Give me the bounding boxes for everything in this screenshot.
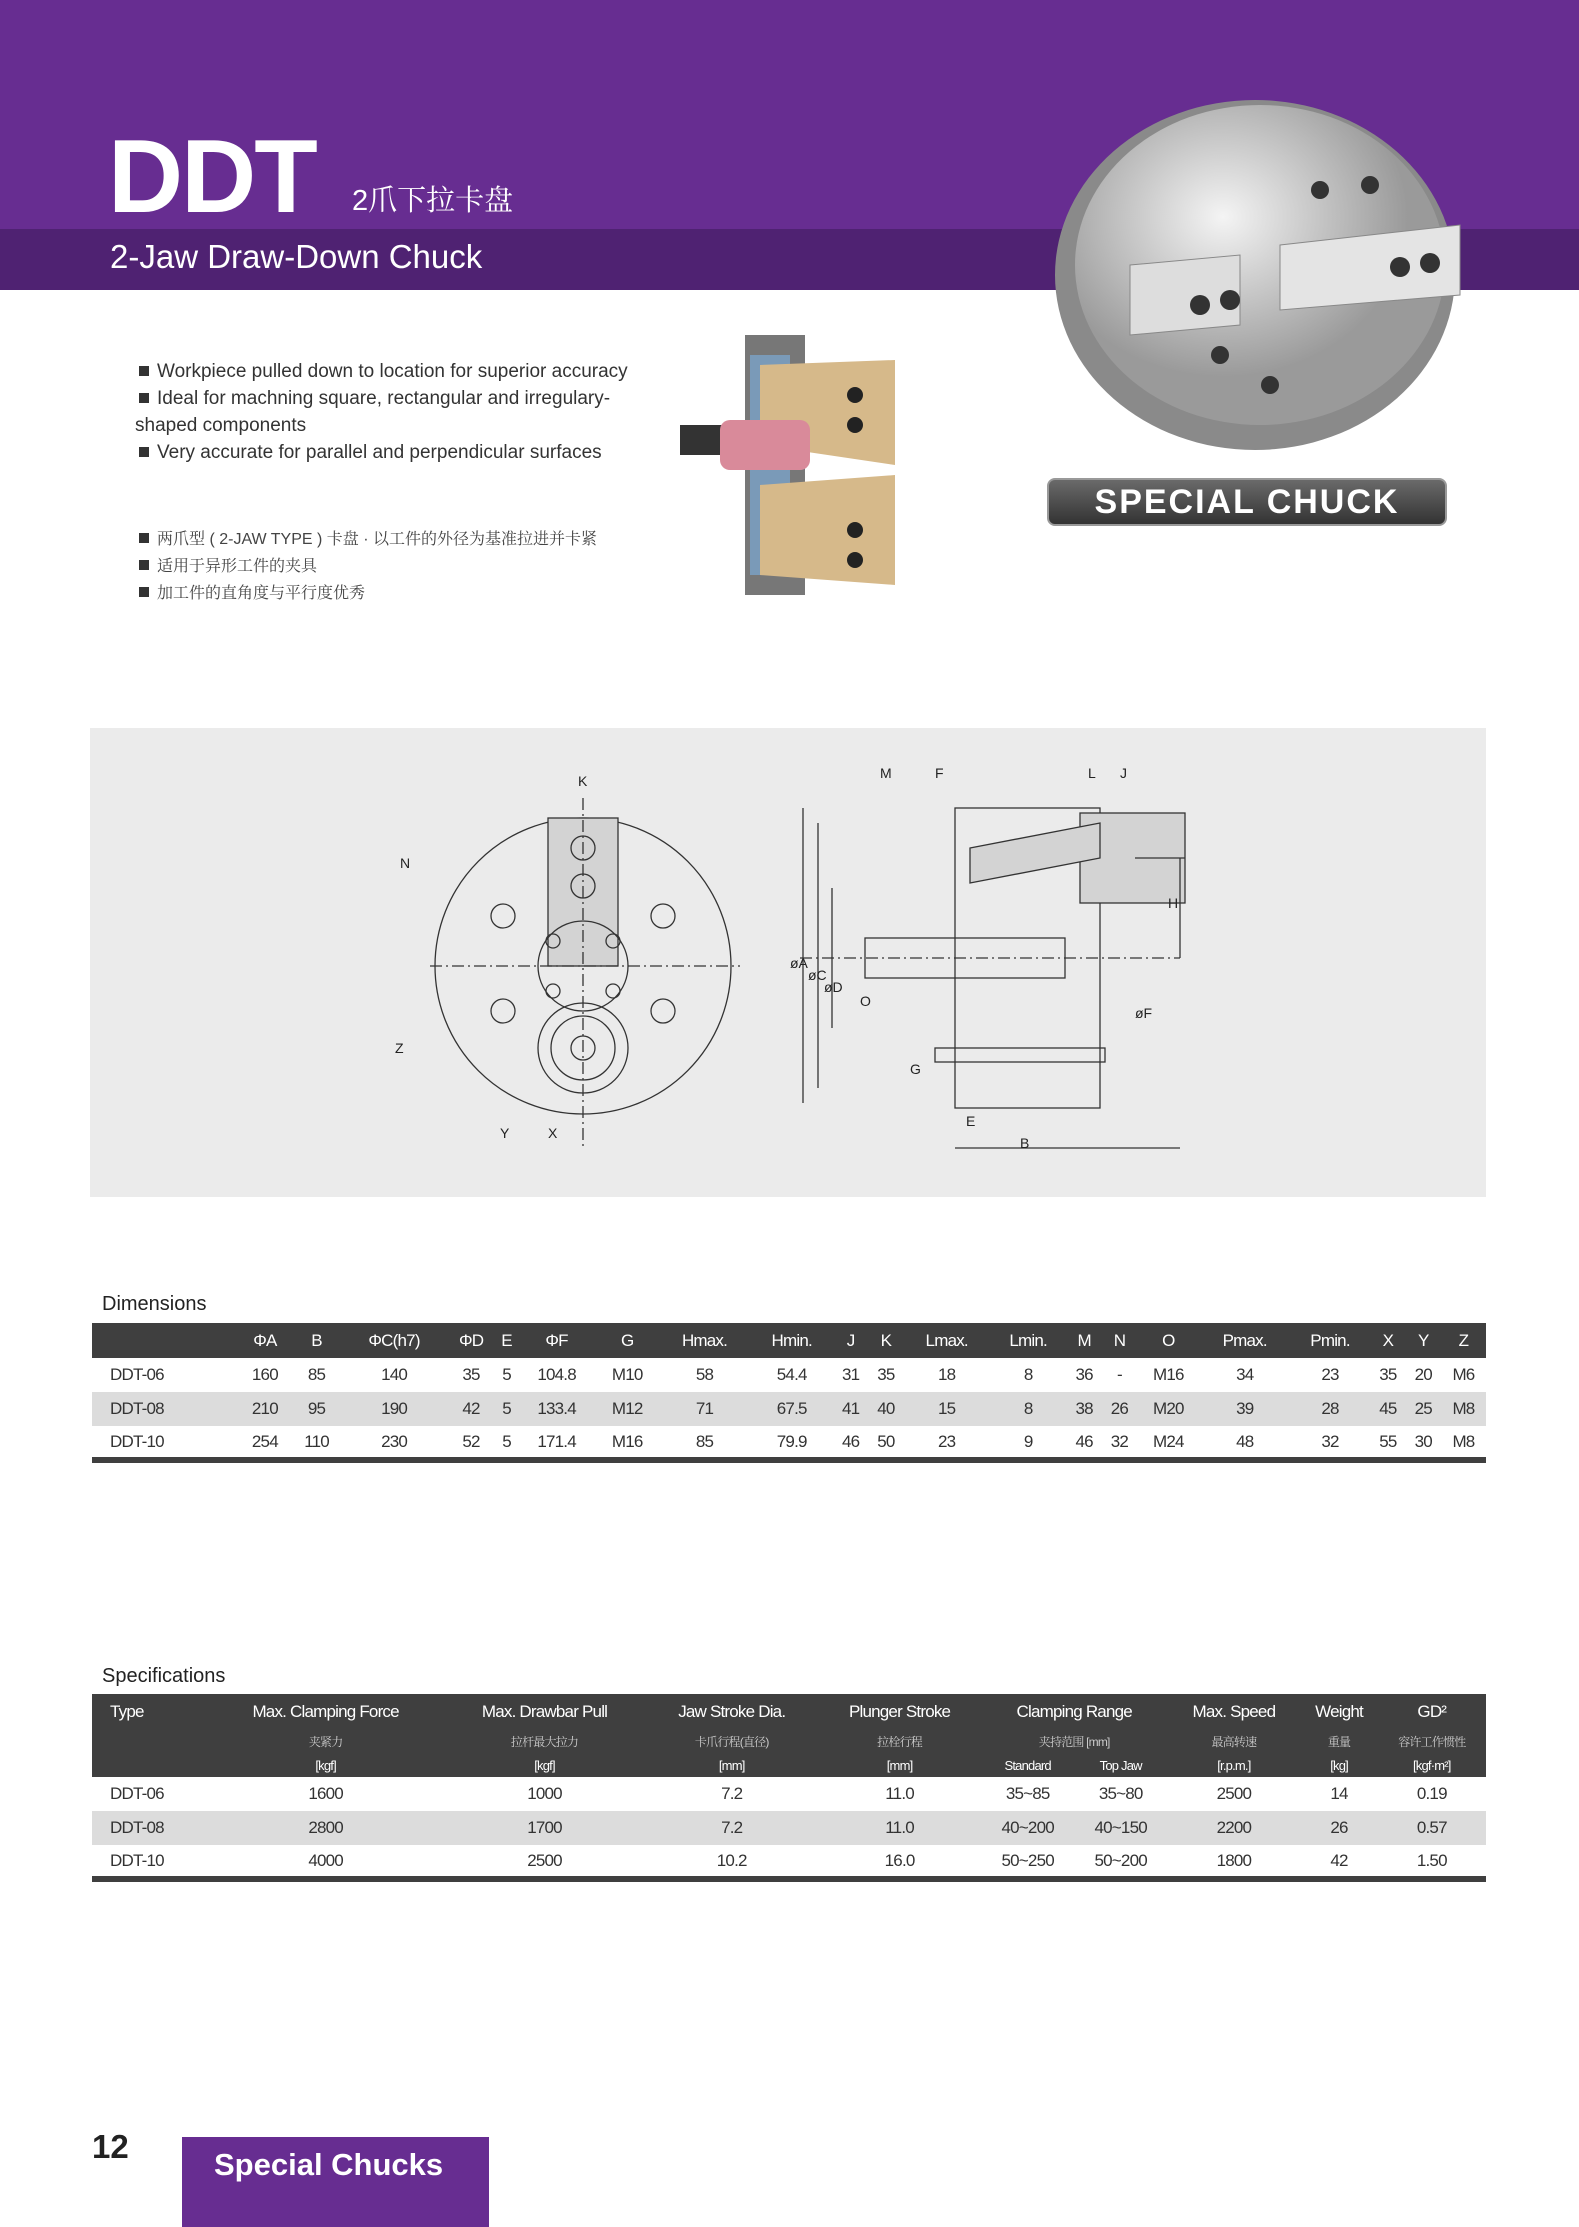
column-header: N <box>1102 1323 1137 1358</box>
empty-header <box>92 1729 208 1753</box>
column-header: Z <box>1441 1323 1486 1358</box>
table-cell: 230 <box>381 1431 408 1451</box>
dim-label-phi-f: øF <box>1135 1005 1153 1021</box>
table-cell: DDT-06 <box>110 1365 164 1384</box>
column-header-cn: 重量 <box>1301 1729 1378 1753</box>
column-header: Max. Clamping Force <box>208 1694 444 1729</box>
table-cell: 110 <box>304 1431 329 1451</box>
table-row <box>92 1811 1486 1845</box>
dim-label-m: M <box>880 765 892 781</box>
table-cell: 55 <box>1379 1431 1397 1451</box>
table-cell: DDT-06 <box>110 1784 164 1803</box>
table-cell: 54.4 <box>776 1365 807 1384</box>
table-cell: 35 <box>1379 1365 1397 1384</box>
feature-text-cn: 适用于异形工件的夹具 <box>157 558 318 575</box>
table-cell: 50 <box>877 1431 895 1451</box>
table-cell: 14 <box>1330 1784 1348 1803</box>
dim-label-n: N <box>400 855 411 871</box>
unit-header: Top Jaw <box>1074 1753 1167 1777</box>
table-cell: 7.2 <box>645 1811 818 1845</box>
dim-label-a: øA <box>790 955 808 971</box>
table-cell: 7.2 <box>721 1784 743 1803</box>
table-cell: 26 <box>1102 1392 1137 1426</box>
column-header: Max. Speed <box>1167 1694 1300 1729</box>
column-header: ΦA <box>238 1323 291 1358</box>
table-cell: 31 <box>841 1365 860 1384</box>
table-cell: 1.50 <box>1416 1850 1447 1870</box>
column-header-cn: 夹紧力 <box>208 1729 444 1753</box>
table-cell: 71 <box>658 1392 750 1426</box>
column-header: Max. Drawbar Pull <box>444 1694 646 1729</box>
table-cell: DDT-10 <box>110 1431 164 1451</box>
bullet-icon <box>139 560 149 570</box>
unit-header: [r.p.m.] <box>1167 1753 1300 1777</box>
table-cell: 1800 <box>1216 1850 1252 1870</box>
table-cell: 41 <box>833 1392 868 1426</box>
column-header: Weight <box>1301 1694 1378 1729</box>
feature-item <box>135 385 655 439</box>
table-cell: 11.0 <box>818 1811 981 1845</box>
specifications-label: Specifications <box>102 1665 226 1687</box>
column-header-cn: 容许工作惯性 <box>1378 1729 1486 1753</box>
table-cell: 23 <box>938 1431 956 1451</box>
bullet-icon <box>139 366 149 376</box>
table-cell: DDT-10 <box>110 1850 164 1870</box>
table-cell: M12 <box>596 1392 659 1426</box>
column-header: ΦF <box>517 1323 596 1358</box>
product-subtitle: 2-Jaw Draw-Down Chuck <box>110 238 483 275</box>
table-cell: 35~80 <box>1098 1784 1143 1803</box>
table-cell: 95 <box>291 1392 341 1426</box>
table-cell: 67.5 <box>751 1392 833 1426</box>
table-cell: 46 <box>841 1431 860 1451</box>
column-header: Jaw Stroke Dia. <box>645 1694 818 1729</box>
table-row <box>92 1392 1486 1426</box>
table-cell: M16 <box>611 1431 643 1451</box>
dim-label-k: K <box>578 773 588 789</box>
table-row <box>92 1845 1486 1879</box>
dim-label-f: F <box>935 765 944 781</box>
dim-label-h: H <box>1168 895 1179 911</box>
unit-header: [mm] <box>818 1753 981 1777</box>
table-cell: 35 <box>877 1365 895 1384</box>
column-header-cn: 拉杆最大拉力 <box>444 1729 646 1753</box>
table-cell: 1600 <box>308 1784 343 1803</box>
feature-item <box>135 358 655 385</box>
table-cell: 210 <box>238 1392 291 1426</box>
table-cell: 2500 <box>527 1850 562 1870</box>
table-cell: 20 <box>1414 1365 1432 1384</box>
table-cell: 1700 <box>444 1811 646 1845</box>
unit-header: [kg] <box>1301 1753 1378 1777</box>
table-cell: 85 <box>307 1365 326 1384</box>
product-title: DDT <box>108 119 316 235</box>
table-cell: M24 <box>1153 1431 1184 1451</box>
table-row <box>92 1426 1486 1460</box>
table-cell: 104.8 <box>537 1365 576 1384</box>
column-header: Lmin. <box>990 1323 1067 1358</box>
table-cell: 4000 <box>308 1850 343 1870</box>
column-header-cn: 夹持范围 [mm] <box>981 1729 1167 1753</box>
table-cell: 2800 <box>208 1811 444 1845</box>
bullet-icon <box>139 393 149 403</box>
table-cell: 25 <box>1406 1392 1441 1426</box>
table-cell: 32 <box>1321 1431 1339 1451</box>
table-cell: 171.4 <box>537 1431 576 1451</box>
table-cell: 45 <box>1370 1392 1405 1426</box>
feature-text-cn: 加工件的直角度与平行度优秀 <box>157 585 366 602</box>
table-cell: 40~200 <box>981 1811 1074 1845</box>
table-cell: M6 <box>1452 1365 1475 1384</box>
table-cell: 160 <box>251 1365 278 1384</box>
bullet-icon <box>139 587 149 597</box>
table-cell: 52 <box>462 1431 480 1451</box>
table-cell: M8 <box>1452 1431 1475 1451</box>
table-cell: 32 <box>1110 1431 1129 1451</box>
dimensions-table <box>92 1323 1486 1463</box>
table-cell: 36 <box>1075 1365 1093 1384</box>
dim-label-o: O <box>860 993 871 1009</box>
feature-list <box>135 358 655 607</box>
table-row <box>92 1358 1486 1392</box>
product-title-cn: 2爪下拉卡盘 <box>352 185 514 217</box>
table-cell: 5 <box>502 1431 511 1451</box>
dim-label-g: G <box>910 1061 921 1077</box>
bullet-icon <box>139 533 149 543</box>
table-cell: 48 <box>1236 1431 1254 1451</box>
column-header-cn: 最高转速 <box>1167 1729 1300 1753</box>
unit-header: [mm] <box>645 1753 818 1777</box>
dim-label-l: L <box>1088 765 1096 781</box>
table-cell: 38 <box>1066 1392 1101 1426</box>
table-cell: 9 <box>1023 1431 1033 1451</box>
column-header: Plunger Stroke <box>818 1694 981 1729</box>
column-header: Type <box>92 1694 208 1729</box>
feature-text-cn: 两爪型 ( 2-JAW TYPE ) 卡盘 · 以工件的外径为基准拉进并卡紧 <box>157 531 598 548</box>
table-cell: 0.19 <box>1416 1784 1447 1803</box>
table-cell: 11.0 <box>885 1784 914 1803</box>
column-header: ΦD <box>446 1323 495 1358</box>
table-cell: 18 <box>938 1365 956 1384</box>
column-header-cn: 拉栓行程 <box>818 1729 981 1753</box>
column-header: ΦC(h7) <box>342 1323 447 1358</box>
table-cell: 140 <box>381 1365 408 1384</box>
column-header <box>92 1323 238 1358</box>
column-header: J <box>833 1323 868 1358</box>
column-header: Y <box>1406 1323 1441 1358</box>
special-chuck-badge: SPECIAL CHUCK <box>1047 478 1447 526</box>
table-cell: DDT-08 <box>92 1392 238 1426</box>
dimensions-label: Dimensions <box>102 1293 207 1315</box>
table-cell: 23 <box>1321 1365 1339 1384</box>
table-cell: M8 <box>1441 1392 1486 1426</box>
chuck-photo <box>1040 95 1470 465</box>
table-cell: 79.9 <box>776 1431 807 1451</box>
column-header: E <box>496 1323 518 1358</box>
table-cell: 26 <box>1301 1811 1378 1845</box>
feature-text: Very accurate for parallel and perpendicular surfaces <box>157 442 602 463</box>
table-cell: 42 <box>1330 1850 1348 1870</box>
table-cell: M16 <box>1153 1365 1184 1384</box>
table-cell: 50~200 <box>1094 1850 1147 1870</box>
feature-text: Workpiece pulled down to location for superior accuracy <box>157 361 628 382</box>
table-cell: 35 <box>462 1365 480 1384</box>
bullet-icon <box>139 447 149 457</box>
technical-drawing <box>90 728 1486 1197</box>
table-cell: 2200 <box>1167 1811 1300 1845</box>
section-footer: Special Chucks <box>182 2137 489 2227</box>
page-number: 12 <box>92 2128 129 2165</box>
feature-text: Ideal for machning square, rectangular and irregulary-shaped components <box>135 388 611 436</box>
table-cell: 8 <box>990 1392 1067 1426</box>
table-cell: M20 <box>1137 1392 1200 1426</box>
table-cell: 40 <box>868 1392 903 1426</box>
empty-header <box>92 1753 208 1777</box>
column-header: B <box>291 1323 341 1358</box>
cutaway-illustration <box>680 335 910 600</box>
column-header: Pmin. <box>1290 1323 1371 1358</box>
table-cell: 30 <box>1414 1431 1432 1451</box>
dim-label-y: Y <box>500 1125 510 1141</box>
table-cell: DDT-08 <box>92 1811 208 1845</box>
table-cell: 133.4 <box>517 1392 596 1426</box>
table-cell: 50~250 <box>1001 1850 1054 1870</box>
table-cell: 16.0 <box>884 1850 915 1870</box>
unit-header: [kgf] <box>208 1753 444 1777</box>
table-cell: 46 <box>1075 1431 1093 1451</box>
dim-label-z: Z <box>395 1040 404 1056</box>
column-header: X <box>1370 1323 1405 1358</box>
table-cell: 28 <box>1290 1392 1371 1426</box>
table-row <box>92 1777 1486 1811</box>
specifications-table <box>92 1694 1486 1882</box>
table-cell: 190 <box>342 1392 447 1426</box>
table-cell: 39 <box>1200 1392 1290 1426</box>
dim-label-x: X <box>548 1125 558 1141</box>
column-header: Lmax. <box>904 1323 990 1358</box>
column-header: Clamping Range <box>981 1694 1167 1729</box>
column-header: Pmax. <box>1200 1323 1290 1358</box>
feature-list-cn <box>135 526 655 607</box>
table-cell: 254 <box>251 1431 278 1451</box>
table-cell: 8 <box>1023 1365 1033 1384</box>
column-header: GD² <box>1378 1694 1486 1729</box>
column-header: O <box>1137 1323 1200 1358</box>
column-header-cn: 卡爪行程(直径) <box>645 1729 818 1753</box>
unit-header: [kgf] <box>444 1753 646 1777</box>
table-cell: 5 <box>496 1392 518 1426</box>
column-header: K <box>868 1323 903 1358</box>
table-cell: 85 <box>695 1431 714 1451</box>
table-cell: 42 <box>446 1392 495 1426</box>
column-header: Hmin. <box>751 1323 833 1358</box>
dim-label-j: J <box>1120 765 1127 781</box>
dim-label-e: E <box>966 1113 976 1129</box>
table-cell: 40~150 <box>1074 1811 1167 1845</box>
column-header: M <box>1066 1323 1101 1358</box>
table-cell: M10 <box>611 1365 643 1384</box>
dim-label-d: øD <box>824 979 843 995</box>
table-cell: 58 <box>695 1365 714 1384</box>
unit-header: [kgf·m²] <box>1378 1753 1486 1777</box>
table-cell: - <box>1117 1365 1122 1384</box>
table-cell: 15 <box>904 1392 990 1426</box>
column-header: Hmax. <box>658 1323 750 1358</box>
feature-item <box>135 439 655 466</box>
table-cell: 5 <box>502 1365 511 1384</box>
dim-label-c: øC <box>808 967 827 983</box>
table-cell: 34 <box>1236 1365 1254 1384</box>
table-cell: 35~85 <box>1005 1784 1050 1803</box>
table-cell: 2500 <box>1216 1784 1252 1803</box>
column-header: G <box>596 1323 659 1358</box>
unit-header: Standard <box>981 1753 1074 1777</box>
table-cell: 0.57 <box>1378 1811 1486 1845</box>
table-cell: 10.2 <box>716 1850 747 1870</box>
table-cell: 1000 <box>527 1784 562 1803</box>
dim-label-b: B <box>1020 1135 1030 1151</box>
